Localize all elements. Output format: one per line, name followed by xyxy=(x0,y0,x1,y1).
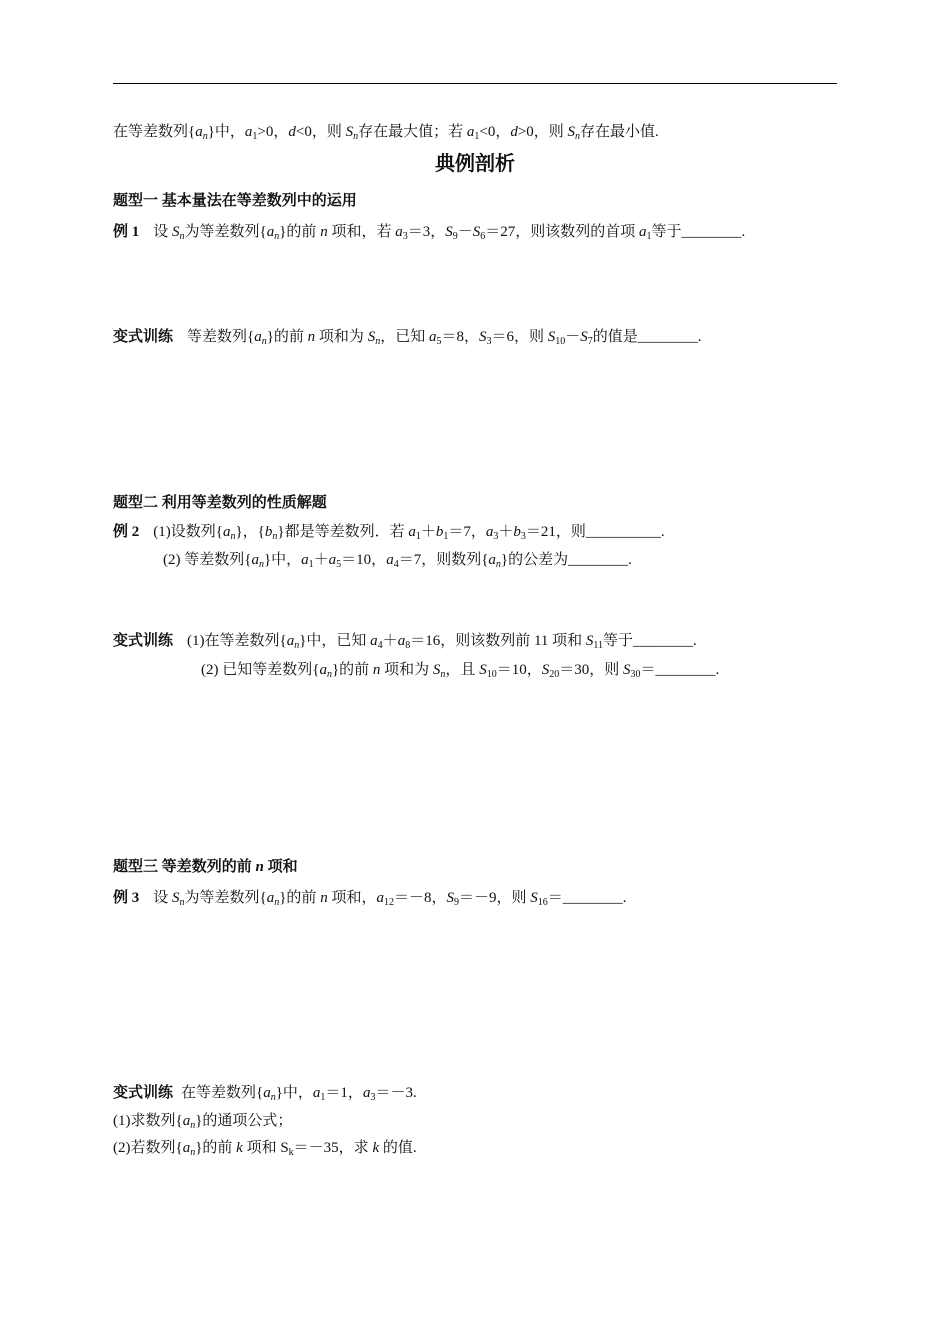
text: ＝8， xyxy=(441,329,479,345)
subscript: 16 xyxy=(537,897,548,908)
example2-line2 xyxy=(163,550,632,570)
var: d xyxy=(510,124,518,140)
text: － xyxy=(565,329,581,345)
var: a xyxy=(376,890,384,906)
text: (1)求数列{ xyxy=(113,1113,183,1129)
intro-line xyxy=(113,122,659,142)
subscript: n xyxy=(270,1092,276,1103)
var: S xyxy=(530,890,538,906)
variant2-line2 xyxy=(201,660,719,680)
text: ＝－9，则 xyxy=(458,890,531,906)
text: }的前 xyxy=(279,224,321,240)
text: 项和， xyxy=(327,890,377,906)
text: ＋ xyxy=(382,633,398,649)
variant-label: 变式训练 xyxy=(113,633,174,649)
text: >0，则 xyxy=(517,124,568,140)
subscript: 6 xyxy=(480,231,486,242)
example-label: 例 2 xyxy=(113,524,140,540)
text: }，{ xyxy=(235,524,265,540)
var: a xyxy=(312,1085,321,1101)
var: S xyxy=(580,329,588,345)
example3-line xyxy=(113,888,627,908)
type1-heading: 题型一 基本量法在等差数列中的运用 xyxy=(113,193,357,209)
text: }的公差为________. xyxy=(500,552,632,568)
section-title: 典例剖析 xyxy=(435,153,515,175)
variant3-line1 xyxy=(113,1083,417,1103)
text: >0， xyxy=(257,124,289,140)
subscript: 20 xyxy=(549,669,560,680)
subscript: 5 xyxy=(336,559,342,570)
var: a xyxy=(370,633,378,649)
var: a xyxy=(222,524,231,540)
text: 项和 xyxy=(263,859,298,875)
header-rule xyxy=(113,83,837,84)
text: (2) 等差数列{ xyxy=(163,552,252,568)
subscript: 3 xyxy=(402,231,408,242)
subscript: n xyxy=(230,531,236,542)
text: 项和，若 xyxy=(327,224,396,240)
variant3-line3 xyxy=(113,1138,417,1158)
text: ＋ xyxy=(313,552,329,568)
var: a xyxy=(488,552,496,568)
var: S xyxy=(479,662,487,678)
subscript: 1 xyxy=(443,531,449,542)
text: ＝21，则__________. xyxy=(525,524,665,540)
var: S xyxy=(367,329,376,345)
subscript: n xyxy=(272,531,278,542)
var: n xyxy=(255,859,264,875)
var: S xyxy=(547,329,556,345)
text: 等于________. xyxy=(603,633,697,649)
var: a xyxy=(428,329,437,345)
subscript: 8 xyxy=(405,640,411,651)
text: }中， xyxy=(263,552,302,568)
var: a xyxy=(395,224,403,240)
text: 设 xyxy=(153,224,173,240)
text: ＝－35，求 xyxy=(293,1140,373,1156)
text: 项和 S xyxy=(242,1140,289,1156)
var: a xyxy=(301,552,309,568)
example-label: 例 1 xyxy=(113,224,140,240)
variant-label: 变式训练 xyxy=(113,329,174,345)
var: S xyxy=(172,890,180,906)
var: a xyxy=(319,662,327,678)
text: ＝________. xyxy=(547,890,627,906)
subscript: n xyxy=(440,669,446,680)
var: S xyxy=(472,224,481,240)
text: }的前 xyxy=(279,890,321,906)
subscript: n xyxy=(261,336,267,347)
var: a xyxy=(397,633,406,649)
subscript: 3 xyxy=(486,336,492,347)
example1-line xyxy=(113,222,745,242)
text: 为等差数列{ xyxy=(184,224,267,240)
text: 存在最大值；若 xyxy=(358,124,467,140)
var: k xyxy=(236,1140,243,1156)
text: }的前 xyxy=(195,1140,237,1156)
text: 项和为 xyxy=(380,662,433,678)
var: a xyxy=(408,524,416,540)
subscript: 12 xyxy=(383,897,394,908)
subscript: n xyxy=(179,897,185,908)
subscript: 4 xyxy=(393,559,399,570)
subscript: n xyxy=(179,231,185,242)
subscript: n xyxy=(353,131,359,142)
variant3-line2 xyxy=(113,1111,292,1131)
subscript: n xyxy=(190,1147,196,1158)
text: ＝30，则 xyxy=(559,662,623,678)
text: ＝27，则该数列的首项 xyxy=(485,224,639,240)
var: S xyxy=(445,224,453,240)
text: }的通项公式； xyxy=(195,1113,293,1129)
text: 设 xyxy=(153,890,173,906)
text: 的值. xyxy=(379,1140,417,1156)
text: (2) 已知等差数列{ xyxy=(201,662,320,678)
subscript: n xyxy=(326,669,332,680)
text: ＝16，则该数列前 11 项和 xyxy=(410,633,586,649)
var: a xyxy=(195,124,203,140)
var: k xyxy=(372,1140,380,1156)
text: }中， xyxy=(275,1085,313,1101)
text: ＝7， xyxy=(448,524,486,540)
text: 项和为 xyxy=(315,329,368,345)
text: 在等差数列{ xyxy=(181,1085,264,1101)
var: S xyxy=(172,224,180,240)
subscript: 30 xyxy=(630,669,641,680)
var: a xyxy=(182,1140,191,1156)
subscript: 1 xyxy=(252,131,258,142)
text: ＋ xyxy=(420,524,436,540)
subscript: 9 xyxy=(453,897,459,908)
var: S xyxy=(432,662,441,678)
var: b xyxy=(264,524,273,540)
subscript: 1 xyxy=(646,231,652,242)
var: a xyxy=(466,124,475,140)
subscript: n xyxy=(258,559,264,570)
text: }都是等差数列．若 xyxy=(277,524,409,540)
subscript: 1 xyxy=(308,559,314,570)
var: S xyxy=(478,329,487,345)
var: n xyxy=(372,662,381,678)
var: a xyxy=(485,524,494,540)
var: a xyxy=(254,329,262,345)
subscript: 3 xyxy=(520,531,526,542)
subscript: 4 xyxy=(377,640,383,651)
text: }的前 xyxy=(266,329,308,345)
text: ，已知 xyxy=(380,329,429,345)
var: b xyxy=(435,524,444,540)
var: a xyxy=(182,1113,191,1129)
var: a xyxy=(328,552,337,568)
var: S xyxy=(567,124,576,140)
subscript: 1 xyxy=(474,131,480,142)
text: 为等差数列{ xyxy=(184,890,267,906)
text: 等差数列{ xyxy=(187,329,255,345)
text: ＝3， xyxy=(407,224,446,240)
subscript: n xyxy=(375,336,381,347)
subscript: n xyxy=(274,897,280,908)
text: ＝________. xyxy=(640,662,720,678)
subscript: n xyxy=(190,1120,196,1131)
text: － xyxy=(457,224,473,240)
subscript: 10 xyxy=(486,669,497,680)
text: (1)在等差数列{ xyxy=(187,633,287,649)
example-label: 例 3 xyxy=(113,890,140,906)
text: (1)设数列{ xyxy=(153,524,223,540)
example2-line1 xyxy=(113,522,665,542)
subscript: 3 xyxy=(493,531,499,542)
text: ，且 xyxy=(445,662,480,678)
text: ＝－8， xyxy=(393,890,447,906)
var: d xyxy=(288,124,296,140)
text: ＝10， xyxy=(496,662,542,678)
subscript: 11 xyxy=(593,640,604,651)
var: S xyxy=(345,124,354,140)
text: }的前 xyxy=(331,662,373,678)
subscript: 10 xyxy=(555,336,566,347)
text: (2)若数列{ xyxy=(113,1140,183,1156)
text: <0， xyxy=(479,124,511,140)
text: 在等差数列{ xyxy=(113,124,196,140)
subscript: k xyxy=(288,1147,294,1158)
text: 题型三 等差数列的前 xyxy=(113,859,256,875)
var: a xyxy=(266,890,275,906)
var: a xyxy=(639,224,647,240)
subscript: 9 xyxy=(452,231,458,242)
var: S xyxy=(446,890,454,906)
var: n xyxy=(307,329,316,345)
type3-heading xyxy=(113,857,298,877)
text: 存在最小值. xyxy=(580,124,659,140)
text: ＝－3. xyxy=(375,1085,417,1101)
subscript: 7 xyxy=(587,336,593,347)
text: 的值是________. xyxy=(592,329,702,345)
var: a xyxy=(266,224,275,240)
subscript: n xyxy=(294,640,300,651)
subscript: 3 xyxy=(370,1092,376,1103)
var: S xyxy=(622,662,631,678)
var: a xyxy=(263,1085,271,1101)
text: ＝6，则 xyxy=(491,329,548,345)
var: a xyxy=(244,124,253,140)
subscript: 5 xyxy=(436,336,442,347)
text: ＝7，则数列{ xyxy=(398,552,489,568)
text: ＝1， xyxy=(325,1085,363,1101)
var: n xyxy=(320,224,328,240)
subscript: n xyxy=(202,131,208,142)
var: n xyxy=(320,890,328,906)
subscript: n xyxy=(495,559,501,570)
text: }中， xyxy=(207,124,245,140)
text: ＝10， xyxy=(341,552,387,568)
variant-label: 变式训练 xyxy=(113,1085,174,1101)
text: }中，已知 xyxy=(299,633,371,649)
subscript: 1 xyxy=(415,531,421,542)
text: <0，则 xyxy=(295,124,346,140)
var: a xyxy=(386,552,394,568)
var: a xyxy=(362,1085,371,1101)
var: b xyxy=(513,524,521,540)
var: S xyxy=(541,662,550,678)
var: S xyxy=(585,633,594,649)
subscript: n xyxy=(274,231,280,242)
var: a xyxy=(286,633,295,649)
variant1-line xyxy=(113,327,702,347)
text: ＋ xyxy=(498,524,514,540)
subscript: n xyxy=(575,131,581,142)
variant2-line1 xyxy=(113,631,697,651)
var: a xyxy=(251,552,259,568)
subscript: 1 xyxy=(320,1092,326,1103)
type2-heading: 题型二 利用等差数列的性质解题 xyxy=(113,495,327,511)
text: 等于________. xyxy=(651,224,746,240)
